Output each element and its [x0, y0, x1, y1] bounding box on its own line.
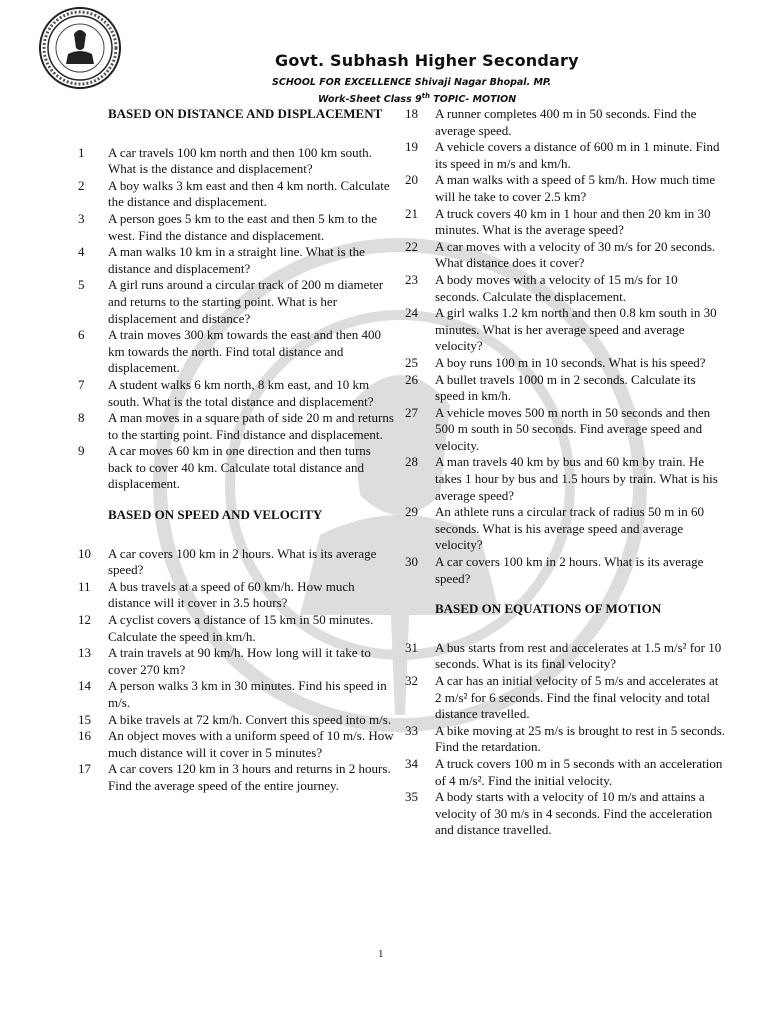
- question-list-distance: [78, 145, 398, 493]
- question-text: A runner completes 400 m in 50 seconds. Find the average speed.: [435, 106, 697, 138]
- question-text: A man walks with a speed of 5 km/h. How much time will he take to cover 2.5 km?: [435, 172, 716, 204]
- question-item: [78, 327, 398, 377]
- question-text: A car covers 120 km in 3 hours and returns in 2 hours. Find the average speed of the entire journey.: [108, 761, 391, 793]
- question-text: A boy runs 100 m in 10 seconds. What is his speed?: [435, 354, 706, 370]
- question-item: [405, 239, 725, 272]
- right-column: [405, 106, 725, 839]
- question-item: [78, 145, 398, 178]
- question-number: 4: [78, 244, 85, 260]
- question-number: 17: [78, 761, 91, 777]
- question-text: A girl runs around a circular track of 200 m diameter and returns to the starting point. What is her displacement and distance?: [108, 277, 384, 326]
- question-item: [78, 728, 398, 761]
- question-number: 9: [78, 443, 85, 459]
- question-text: A truck covers 100 m in 5 seconds with an acceleration of 4 m/s². Find the initial velocity.: [435, 755, 723, 788]
- question-item: [78, 546, 398, 579]
- question-number: 3: [78, 210, 85, 226]
- question-item: [405, 454, 725, 504]
- question-number: 5: [78, 277, 85, 293]
- left-column: [78, 106, 398, 795]
- question-number: 30: [405, 554, 418, 570]
- question-item: [405, 272, 725, 305]
- question-number: 19: [405, 139, 418, 155]
- question-number: 2: [78, 177, 85, 193]
- question-number: 13: [78, 645, 91, 661]
- question-number: 18: [405, 106, 418, 121]
- question-item: [405, 673, 725, 723]
- question-number: 25: [405, 354, 418, 370]
- question-text: A bus travels at a speed of 60 km/h. How much distance will it cover in 3.5 hours?: [108, 578, 355, 611]
- question-list-speed-continued: [405, 106, 725, 587]
- question-text: A car moves 60 km in one direction and then turns back to cover 40 km. Calculate total distance and displacement.: [108, 443, 371, 492]
- question-item: [405, 405, 725, 455]
- question-text: A body moves with a velocity of 15 m/s for 10 seconds. Calculate the displacement.: [435, 271, 678, 304]
- question-number: 34: [405, 755, 418, 771]
- question-item: [78, 579, 398, 612]
- question-number: 35: [405, 789, 418, 805]
- question-item: [78, 377, 398, 410]
- question-item: [405, 106, 725, 139]
- section-title-speed: BASED ON SPEED AND VELOCITY: [108, 507, 323, 523]
- question-list-equations: [405, 640, 725, 839]
- question-text: A man walks 10 km in a straight line. What is the distance and displacement?: [108, 244, 365, 276]
- question-number: 21: [405, 205, 418, 221]
- question-text: A car has an initial velocity of 5 m/s and accelerates at 2 m/s² for 6 seconds. Find the final velocity and total distance travelled.: [435, 673, 719, 722]
- question-text: An athlete runs a circular track of radius 50 m in 60 seconds. What is his average speed and average velocity?: [435, 504, 704, 553]
- question-text: A person goes 5 km to the east and then 5 km to the west. Find the distance and displacement.: [108, 210, 377, 243]
- question-number: 33: [405, 722, 418, 738]
- question-item: [405, 504, 725, 554]
- question-number: 26: [405, 371, 418, 387]
- worksheet-info: Work-Sheet Class 9th TOPIC- MOTION: [318, 92, 517, 106]
- question-item: [405, 640, 725, 673]
- question-text: A cyclist covers a distance of 15 km in 50 minutes. Calculate the speed in km/h.: [108, 612, 374, 644]
- question-text: A girl walks 1.2 km north and then 0.8 km south in 30 minutes. What is her average speed and average velocity?: [435, 305, 717, 354]
- question-text: A vehicle covers a distance of 600 m in 1 minute. Find its speed in m/s and km/h.: [435, 139, 720, 171]
- question-number: 29: [405, 504, 418, 520]
- question-text: A body starts with a velocity of 10 m/s and attains a velocity of 30 m/s in 4 seconds. Find the acceleration and distance travelled.: [435, 789, 713, 838]
- question-number: 22: [405, 238, 418, 254]
- question-text: A car travels 100 km north and then 100 km south. What is the distance and displacement?: [108, 144, 372, 177]
- question-number: 12: [78, 612, 91, 628]
- question-number: 31: [405, 639, 418, 655]
- section-title-distance: BASED ON DISTANCE AND DISPLACEMENT: [108, 106, 383, 121]
- question-text: A bus starts from rest and accelerates at 1.5 m/s² for 10 seconds. What is its final velocity?: [435, 639, 722, 672]
- question-text: A boy walks 3 km east and then 4 km north. Calculate the distance and displacement.: [108, 177, 390, 210]
- question-number: 10: [78, 545, 91, 561]
- question-text: A man travels 40 km by bus and 60 km by train. He takes 1 hour by bus and 1.5 hours by train. What is his average speed?: [435, 454, 718, 503]
- question-number: 16: [78, 728, 91, 744]
- question-number: 15: [78, 711, 91, 727]
- question-item: [405, 172, 725, 205]
- question-item: [78, 712, 398, 729]
- question-text: A train moves 300 km towards the east and then 400 km towards the north. Find total distance and displacement.: [108, 327, 381, 376]
- question-number: 28: [405, 454, 418, 470]
- question-text: A truck covers 40 km in 1 hour and then 20 km in 30 minutes. What is the average speed?: [435, 205, 711, 238]
- page-number: 1: [378, 948, 384, 960]
- question-number: 14: [78, 678, 91, 694]
- question-item: [78, 211, 398, 244]
- question-item: [78, 277, 398, 327]
- question-item: [78, 410, 398, 443]
- question-item: [405, 756, 725, 789]
- question-text: A car covers 100 km in 2 hours. What is its average speed?: [108, 545, 377, 578]
- question-item: [78, 645, 398, 678]
- school-subtitle: SCHOOL FOR EXCELLENCE Shivaji Nagar Bhopal. MP.: [272, 77, 552, 88]
- question-item: [405, 789, 725, 839]
- question-text: A car covers 100 km in 2 hours. What is its average speed?: [435, 554, 704, 586]
- question-text: A bike travels at 72 km/h. Convert this speed into m/s.: [108, 711, 392, 727]
- question-item: [405, 139, 725, 172]
- question-text: A vehicle moves 500 m north in 50 seconds and then 500 m south in 50 seconds. Find average speed and velocity.: [435, 404, 711, 453]
- question-list-speed: [78, 546, 398, 795]
- school-name: Govt. Subhash Higher Secondary: [275, 51, 579, 70]
- question-number: 24: [405, 305, 418, 321]
- question-item: [78, 612, 398, 645]
- question-item: [78, 761, 398, 794]
- question-number: 1: [78, 144, 85, 160]
- question-item: [405, 372, 725, 405]
- question-number: 7: [78, 376, 85, 392]
- question-item: [405, 305, 725, 355]
- question-item: [405, 206, 725, 239]
- question-number: 11: [78, 578, 91, 594]
- question-number: 27: [405, 404, 418, 420]
- question-number: 23: [405, 271, 418, 287]
- question-number: 6: [78, 327, 85, 343]
- school-logo: [38, 6, 122, 90]
- question-text: A car moves with a velocity of 30 m/s for 20 seconds. What distance does it cover?: [435, 238, 716, 271]
- question-item: [405, 554, 725, 587]
- question-item: [78, 244, 398, 277]
- question-item: [78, 443, 398, 493]
- question-text: An object moves with a uniform speed of 10 m/s. How much distance will it cover in 5 minutes?: [108, 728, 394, 760]
- question-number: 8: [78, 410, 85, 426]
- question-text: A student walks 6 km north, 8 km east, and 10 km south. What is the total distance and displacement?: [108, 376, 374, 409]
- question-text: A train travels at 90 km/h. How long will it take to cover 270 km?: [108, 645, 371, 677]
- question-item: [405, 355, 725, 372]
- question-text: A bike moving at 25 m/s is brought to rest in 5 seconds. Find the retardation.: [435, 722, 725, 755]
- question-number: 20: [405, 172, 418, 188]
- question-text: A person walks 3 km in 30 minutes. Find his speed in m/s.: [108, 678, 387, 710]
- question-text: A bullet travels 1000 m in 2 seconds. Calculate its speed in km/h.: [435, 371, 696, 404]
- question-text: A man moves in a square path of side 20 m and returns to the starting point. Find distance and displacement.: [108, 410, 394, 442]
- section-title-equations: BASED ON EQUATIONS OF MOTION: [435, 601, 662, 617]
- question-number: 32: [405, 673, 418, 688]
- question-item: [78, 178, 398, 211]
- question-item: [405, 723, 725, 756]
- question-item: [78, 678, 398, 711]
